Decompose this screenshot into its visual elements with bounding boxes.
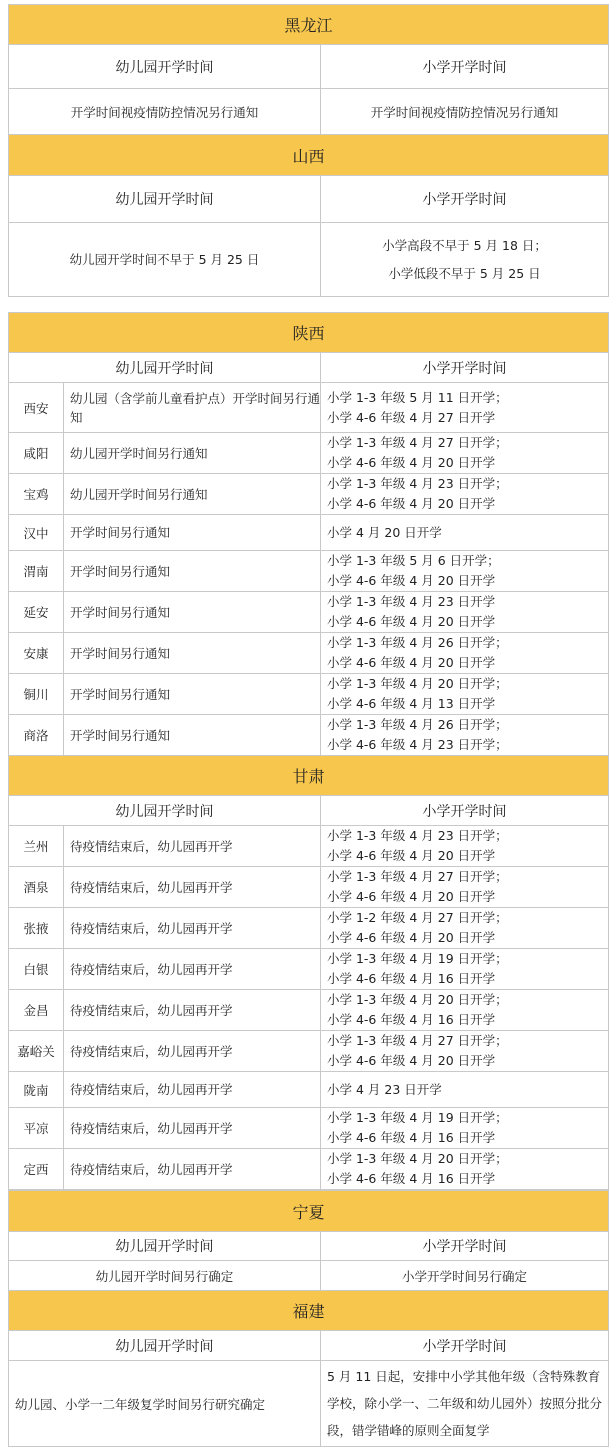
col-primary: 小学开学时间: [321, 1232, 609, 1261]
kg-cell: 待疫情结束后，幼儿园再开学: [64, 908, 321, 949]
kg-cell: 开学时间另行通知: [64, 633, 321, 674]
pr-line: 小学 4-6 年级 4 月 23 日开学；: [327, 737, 508, 752]
table-row: [9, 1031, 609, 1072]
city-cell: 延安: [9, 592, 64, 633]
province-header-shanxi: [9, 135, 609, 176]
pr-cell: [321, 633, 609, 674]
table-row: [9, 715, 609, 756]
table-row: [9, 1072, 609, 1108]
city-cell: 平凉: [9, 1108, 64, 1149]
city-cell: 酒泉: [9, 867, 64, 908]
pr-cell: [321, 715, 609, 756]
table-row: [9, 551, 609, 592]
pr-line: 小学 4 月 23 日开学: [327, 1081, 442, 1097]
city-cell: 金昌: [9, 990, 64, 1031]
col-kindergarten: 幼儿园开学时间: [9, 1331, 321, 1361]
table-row: [9, 592, 609, 633]
pr-cell: 小学开学时间另行确定: [321, 1261, 609, 1291]
city-cell: 汉中: [9, 515, 64, 551]
table-shaanxi-gansu: [8, 312, 609, 1190]
pr-line: 小学 4-6 年级 4 月 20 日开学: [327, 655, 496, 670]
pr-line: 小学 4-6 年级 4 月 13 日开学: [327, 696, 496, 711]
pr-cell: [321, 592, 609, 633]
shaanxi-rows: [9, 383, 609, 756]
pr-cell: [321, 383, 609, 433]
col-primary: 小学开学时间: [321, 176, 609, 223]
kg-cell: 待疫情结束后，幼儿园再开学: [64, 990, 321, 1031]
province-header-ningxia: [9, 1191, 609, 1232]
pr-line: 小学 1-3 年级 5 月 11 日开学；: [327, 389, 508, 405]
city-cell: 商洛: [9, 715, 64, 756]
kg-cell: 开学时间另行通知: [64, 515, 321, 551]
kg-cell: 开学时间另行通知: [64, 551, 321, 592]
pr-line: 小学 4-6 年级 4 月 20 日开学: [327, 614, 496, 629]
table-row: [9, 908, 609, 949]
pr-line: 小学 1-3 年级 4 月 26 日开学；: [327, 635, 508, 650]
province-header-gansu: [9, 756, 609, 796]
column-header-row: [9, 1232, 609, 1261]
province-name: 福建: [9, 1291, 609, 1331]
kg-cell: 幼儿园开学时间另行通知: [64, 433, 321, 474]
pr-line: 小学 4-6 年级 4 月 20 日开学: [327, 889, 496, 904]
pr-cell: [321, 674, 609, 715]
province-header-fujian: [9, 1291, 609, 1331]
pr-cell: [321, 433, 609, 474]
city-cell: 陇南: [9, 1072, 64, 1108]
col-primary: 小学开学时间: [321, 1331, 609, 1361]
kg-cell: 待疫情结束后，幼儿园再开学: [64, 1149, 321, 1190]
pr-line: 小学 4-6 年级 4 月 20 日开学: [327, 1053, 496, 1068]
pr-cell: [321, 1149, 609, 1190]
table-row: [9, 1361, 609, 1447]
table-heilongjiang-shanxi: [8, 4, 609, 297]
province-name: 宁夏: [9, 1191, 609, 1232]
pr-cell: 开学时间视疫情防控情况另行通知: [321, 89, 609, 135]
kg-cell: 待疫情结束后，幼儿园再开学: [64, 1108, 321, 1149]
pr-line: 小学 1-3 年级 4 月 23 日开学；: [327, 828, 508, 843]
pr-line: 小学 1-3 年级 4 月 27 日开学；: [327, 869, 508, 884]
table-row: [9, 1261, 609, 1291]
pr-cell: [321, 949, 609, 990]
col-primary: 小学开学时间: [321, 796, 609, 826]
province-name: 山西: [9, 135, 609, 176]
table-row: [9, 867, 609, 908]
pr-line: 小学 4 月 20 日开学: [327, 524, 442, 540]
column-header-row: [9, 796, 609, 826]
kg-cell: 待疫情结束后，幼儿园再开学: [64, 826, 321, 867]
pr-cell: [321, 1108, 609, 1149]
kg-cell: 幼儿园开学时间另行通知: [64, 474, 321, 515]
province-name: 陕西: [9, 313, 609, 353]
table-row: [9, 89, 609, 135]
pr-line: 小学 1-3 年级 4 月 23 日开学: [327, 594, 496, 609]
col-kindergarten: 幼儿园开学时间: [9, 1232, 321, 1261]
kg-cell: 待疫情结束后，幼儿园再开学: [64, 949, 321, 990]
pr-cell: 5 月 11 日起，安排中小学其他年级（含特殊教育学校，除小学一、二年级和幼儿园外）按照分批分段，错学错峰的原则全面复学: [321, 1361, 609, 1447]
col-kindergarten: 幼儿园开学时间: [9, 796, 321, 826]
city-cell: 宝鸡: [9, 474, 64, 515]
city-cell: 张掖: [9, 908, 64, 949]
city-cell: 铜川: [9, 674, 64, 715]
kg-cell: 待疫情结束后，幼儿园再开学: [64, 1031, 321, 1072]
table-row: [9, 826, 609, 867]
pr-cell: [321, 990, 609, 1031]
pr-line: 小学 1-3 年级 4 月 27 日开学；: [327, 435, 508, 450]
city-cell: 白银: [9, 949, 64, 990]
col-primary: 小学开学时间: [321, 45, 609, 89]
column-header-row: [9, 176, 609, 223]
kg-cell: 幼儿园开学时间不早于 5 月 25 日: [9, 223, 321, 297]
kg-cell: 幼儿园（含学前儿童看护点）开学时间另行通知: [64, 383, 321, 433]
pr-line: 小学 4-6 年级 4 月 16 日开学: [327, 1171, 496, 1186]
city-cell: 安康: [9, 633, 64, 674]
table-row: [9, 1108, 609, 1149]
pr-cell: [321, 551, 609, 592]
pr-cell: [321, 474, 609, 515]
province-header-heilongjiang: [9, 5, 609, 45]
kg-cell: 开学时间另行通知: [64, 715, 321, 756]
table-row: [9, 633, 609, 674]
city-cell: 西安: [9, 383, 64, 433]
pr-line: 小学 1-3 年级 4 月 26 日开学；: [327, 717, 508, 732]
table-row: [9, 1149, 609, 1190]
pr-line: 小学 4-6 年级 4 月 27 日开学: [327, 409, 496, 425]
table-row: [9, 949, 609, 990]
city-cell: 兰州: [9, 826, 64, 867]
kg-cell: 幼儿园、小学一二年级复学时间另行研究确定: [9, 1361, 321, 1447]
pr-line: 小学 4-6 年级 4 月 20 日开学: [327, 573, 496, 588]
pr-line: 小学高段不早于 5 月 18 日；: [382, 237, 547, 253]
pr-line: 小学 4-6 年级 4 月 16 日开学: [327, 971, 496, 986]
col-kindergarten: 幼儿园开学时间: [9, 353, 321, 383]
kg-cell: 待疫情结束后，幼儿园再开学: [64, 867, 321, 908]
province-name: 黑龙江: [9, 5, 609, 45]
kg-cell: 待疫情结束后，幼儿园再开学: [64, 1072, 321, 1108]
kg-cell: 幼儿园开学时间另行确定: [9, 1261, 321, 1291]
kg-cell: 开学时间另行通知: [64, 674, 321, 715]
pr-cell: [321, 908, 609, 949]
pr-line: 小学 1-3 年级 4 月 20 日开学；: [327, 676, 508, 691]
city-cell: 咸阳: [9, 433, 64, 474]
pr-line: 小学 4-6 年级 4 月 20 日开学: [327, 455, 496, 470]
pr-cell: [321, 223, 609, 297]
table-ningxia-fujian: [8, 1190, 609, 1447]
pr-line: 小学 4-6 年级 4 月 20 日开学: [327, 930, 496, 945]
city-cell: 定西: [9, 1149, 64, 1190]
pr-line: 小学 1-3 年级 4 月 19 日开学；: [327, 1110, 508, 1125]
kg-cell: 开学时间另行通知: [64, 592, 321, 633]
pr-line: 小学 4-6 年级 4 月 20 日开学: [327, 496, 496, 511]
city-cell: 渭南: [9, 551, 64, 592]
column-header-row: [9, 353, 609, 383]
province-name: 甘肃: [9, 756, 609, 796]
column-header-row: [9, 1331, 609, 1361]
pr-line: 小学 4-6 年级 4 月 16 日开学: [327, 1130, 496, 1145]
column-header-row: [9, 45, 609, 89]
pr-line: 小学 1-3 年级 4 月 20 日开学；: [327, 1151, 508, 1166]
pr-line: 小学 1-3 年级 5 月 6 日开学；: [327, 553, 500, 568]
pr-cell: [321, 515, 609, 551]
kg-cell: 开学时间视疫情防控情况另行通知: [9, 89, 321, 135]
pr-cell: [321, 1072, 609, 1108]
pr-cell: [321, 826, 609, 867]
table-row: [9, 515, 609, 551]
table-row: [9, 674, 609, 715]
table-row: [9, 223, 609, 297]
table-row: [9, 474, 609, 515]
pr-line: 小学 4-6 年级 4 月 20 日开学: [327, 848, 496, 863]
province-header-shaanxi: [9, 313, 609, 353]
table-row: [9, 383, 609, 433]
col-primary: 小学开学时间: [321, 353, 609, 383]
pr-line: 小学 1-3 年级 4 月 19 日开学；: [327, 951, 508, 966]
table-row: [9, 433, 609, 474]
pr-line: 小学 1-3 年级 4 月 20 日开学；: [327, 992, 508, 1007]
pr-cell: [321, 1031, 609, 1072]
col-kindergarten: 幼儿园开学时间: [9, 176, 321, 223]
pr-line: 小学 1-2 年级 4 月 27 日开学；: [327, 910, 508, 925]
pr-cell: [321, 867, 609, 908]
pr-line: 小学低段不早于 5 月 25 日: [388, 265, 541, 281]
gansu-rows: [9, 826, 609, 1190]
pr-line: 小学 1-3 年级 4 月 23 日开学；: [327, 476, 508, 491]
pr-line: 小学 4-6 年级 4 月 16 日开学: [327, 1012, 496, 1027]
city-cell: 嘉峪关: [9, 1031, 64, 1072]
table-row: [9, 990, 609, 1031]
col-kindergarten: 幼儿园开学时间: [9, 45, 321, 89]
pr-line: 小学 1-3 年级 4 月 27 日开学；: [327, 1033, 508, 1048]
